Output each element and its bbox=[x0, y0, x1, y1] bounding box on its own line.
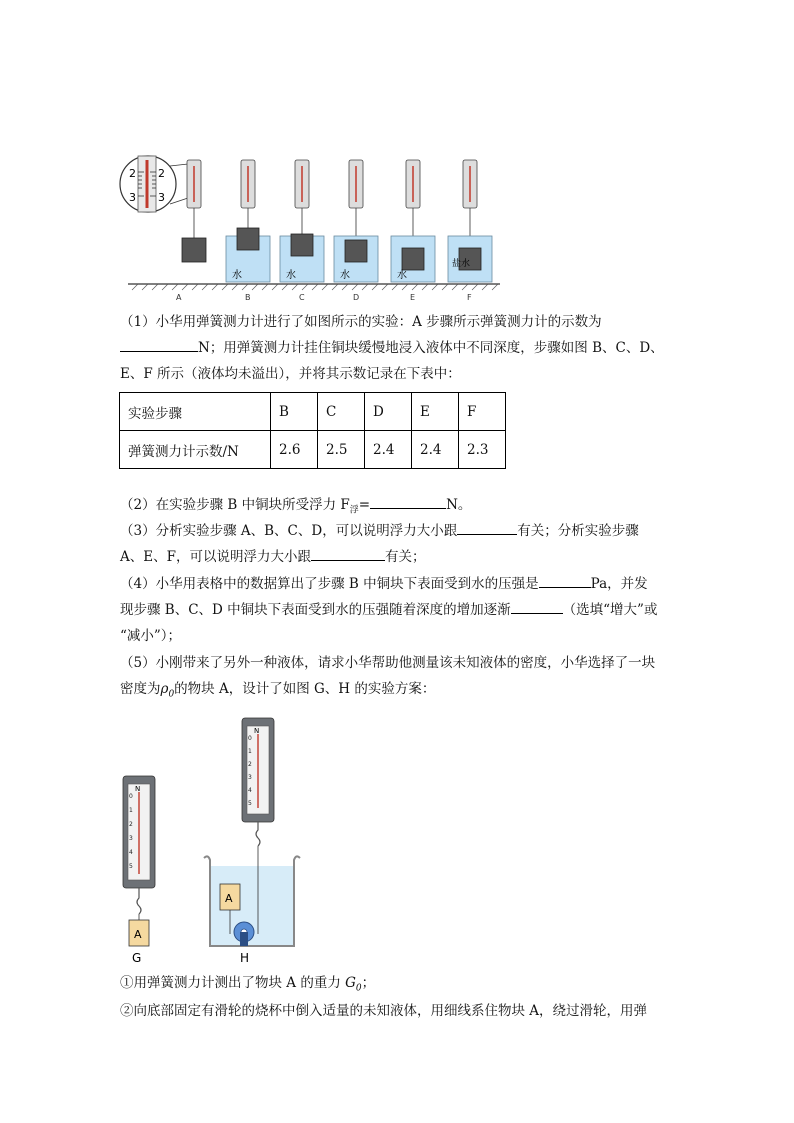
step-label-a: A bbox=[176, 293, 182, 302]
scale-1-g: 1 bbox=[129, 807, 133, 814]
scale-3-h: 3 bbox=[248, 774, 252, 781]
unit-label-g: N bbox=[135, 785, 141, 793]
scale-5-g: 5 bbox=[129, 863, 133, 870]
zoom-tick-2-left: 2 bbox=[129, 167, 136, 180]
q5-text-2: 密度为 bbox=[120, 681, 161, 697]
answer-blank-q4b[interactable] bbox=[511, 599, 563, 614]
zoom-tick-3-right: 3 bbox=[158, 191, 165, 204]
meter-g bbox=[123, 776, 155, 946]
q2-text: （2）在实验步骤 B 中铜块所受浮力 F bbox=[120, 497, 350, 513]
step-1-text: ①用弹簧测力计测出了物块 A 的重力 bbox=[120, 975, 346, 991]
table-cell: C bbox=[318, 393, 365, 431]
q2-suffix: N。 bbox=[446, 497, 472, 513]
q5-line-1: （5）小刚带来了另外一种液体，请求小华帮助他测量该未知液体的密度，小华选择了一块 bbox=[120, 655, 656, 671]
table-cell: 2.6 bbox=[271, 431, 318, 469]
answer-blank-q3b[interactable] bbox=[311, 546, 385, 561]
q1-line-3: E、F 所示（液体均未溢出），并将其示数记录在下表中： bbox=[120, 366, 461, 382]
answer-blank-q4a[interactable] bbox=[539, 573, 591, 588]
ground-hatch bbox=[132, 284, 498, 290]
scale-2-g: 2 bbox=[129, 821, 133, 828]
table-cell: 2.5 bbox=[318, 431, 365, 469]
rho-subscript: 0 bbox=[168, 689, 175, 700]
step-1-end: ； bbox=[361, 975, 376, 991]
scale-4-h: 4 bbox=[248, 787, 252, 794]
meter-h bbox=[242, 718, 274, 846]
q4-text-5: “减小”）； bbox=[120, 628, 182, 644]
table-cell: 2.4 bbox=[412, 431, 459, 469]
block-label-h: A bbox=[225, 892, 233, 905]
step-label-d: D bbox=[353, 293, 360, 302]
scale-2-h: 2 bbox=[248, 761, 252, 768]
q1-line-1: （1）小华用弹簧测力计进行了如图所示的实验：A 步骤所示弹簧测力计的示数为 bbox=[120, 314, 602, 330]
step-2 bbox=[120, 998, 680, 1024]
step-1 bbox=[120, 970, 680, 1002]
scale-0-g: 0 bbox=[129, 793, 133, 800]
scale-3-g: 3 bbox=[129, 835, 133, 842]
liquid-label-d: 水 bbox=[340, 270, 350, 281]
zoom-tick-3-left: 3 bbox=[129, 191, 136, 204]
q5-text-3: 的物块 A，设计了如图 G、H 的实验方案： bbox=[174, 681, 436, 697]
scale-5-h: 5 bbox=[248, 800, 252, 807]
g-symbol: G bbox=[345, 975, 356, 991]
q3-text-2: 有关；分析实验步骤 bbox=[517, 523, 639, 539]
table-cell: 2.4 bbox=[365, 431, 412, 469]
q2-subscript: 浮 bbox=[349, 505, 359, 516]
q2-eq: = bbox=[358, 497, 371, 513]
setup-c bbox=[280, 160, 324, 282]
step-label-f: F bbox=[467, 293, 472, 302]
caption-g: G bbox=[132, 951, 142, 965]
zoom-tick-2-right: 2 bbox=[158, 167, 165, 180]
block-label-g: A bbox=[134, 928, 142, 941]
q4-text-2: Pa，并发 bbox=[590, 576, 648, 592]
table-row bbox=[120, 393, 506, 431]
setup-d bbox=[334, 160, 378, 282]
q4-text-3: 现步骤 B、C、D 中铜块下表面受到水的压强随着深度的增加逐渐 bbox=[120, 602, 511, 618]
q3-text-3: A、E、F，可以说明浮力大小跟 bbox=[120, 549, 311, 565]
table-cell: 实验步骤 bbox=[120, 393, 271, 431]
answer-blank-q3a[interactable] bbox=[457, 520, 517, 535]
liquid-label-c: 水 bbox=[286, 270, 296, 281]
answer-blank-q2[interactable] bbox=[370, 494, 446, 509]
q3-text-4: 有关； bbox=[384, 549, 426, 565]
scale-4-g: 4 bbox=[129, 849, 133, 856]
table-cell: E bbox=[412, 393, 459, 431]
step-2-text: ②向底部固定有滑轮的烧杯中倒入适量的未知液体，用细线系住物块 A，绕过滑轮，用弹 bbox=[120, 1003, 648, 1019]
step-label-e: E bbox=[410, 293, 416, 302]
q1-line-2: N；用弹簧测力计挂住铜块缓慢地浸入液体中不同深度，步骤如图 B、C、D、 bbox=[198, 340, 664, 356]
liquid-label-b: 水 bbox=[232, 270, 242, 281]
step-label-c: C bbox=[299, 293, 305, 302]
question-3 bbox=[120, 518, 680, 570]
question-1 bbox=[120, 309, 680, 387]
setup-f bbox=[448, 160, 492, 282]
beaker-h bbox=[204, 846, 300, 946]
step-label-b: B bbox=[245, 293, 251, 302]
figure-2 bbox=[118, 714, 328, 968]
q3-text-1: （3）分析实验步骤 A、B、C、D，可以说明浮力大小跟 bbox=[120, 523, 458, 539]
setup-b bbox=[226, 160, 270, 282]
table-cell: B bbox=[271, 393, 318, 431]
unit-label-h: N bbox=[254, 727, 260, 735]
table-cell: 2.3 bbox=[459, 431, 506, 469]
data-table bbox=[119, 392, 506, 469]
figure-1 bbox=[118, 150, 510, 305]
q4-text-4: （选填“增大”或 bbox=[562, 602, 658, 618]
table-cell: F bbox=[459, 393, 506, 431]
caption-h: H bbox=[240, 951, 250, 965]
table-cell: 弹簧测力计示数/N bbox=[120, 431, 271, 469]
question-4 bbox=[120, 571, 680, 649]
q4-text-1: （4）小华用表格中的数据算出了步骤 B 中铜块下表面受到水的压强是 bbox=[120, 576, 539, 592]
zoom-inset bbox=[120, 156, 188, 212]
scale-0-h: 0 bbox=[248, 735, 252, 742]
answer-blank-q1[interactable] bbox=[120, 337, 198, 352]
liquid-label-f: 盐水 bbox=[452, 259, 471, 269]
liquid-label-e: 水 bbox=[397, 270, 407, 281]
table-cell: D bbox=[365, 393, 412, 431]
table-row bbox=[120, 431, 506, 469]
setup-e bbox=[391, 160, 435, 282]
rho-symbol: ρ bbox=[160, 681, 169, 697]
question-5 bbox=[120, 650, 680, 708]
setup-a bbox=[182, 160, 206, 262]
scale-1-h: 1 bbox=[248, 748, 252, 755]
g-subscript: 0 bbox=[355, 983, 362, 994]
